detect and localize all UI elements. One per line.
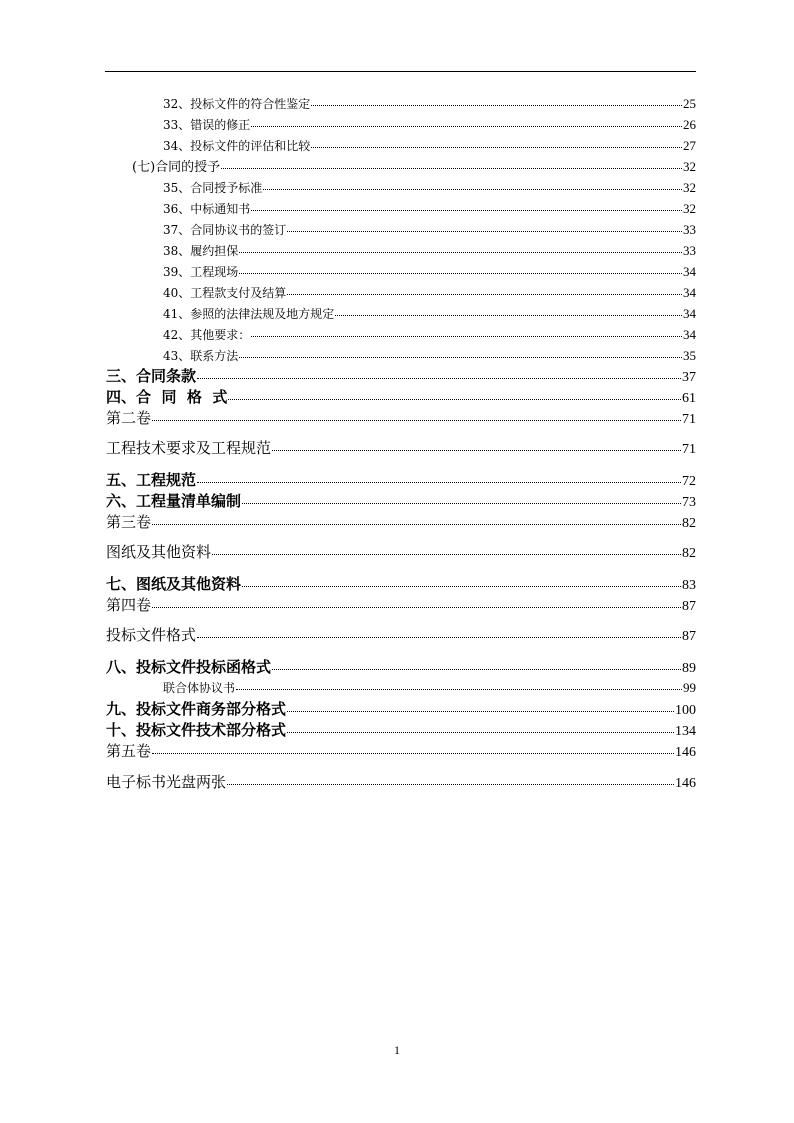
dot-leader (311, 147, 682, 148)
toc-entry-label: 第五卷 (106, 742, 152, 760)
toc-entry-36[interactable] (163, 202, 696, 215)
toc-entry-page: 146 (675, 776, 696, 791)
toc-entry-page: 73 (682, 495, 696, 510)
toc-entry-page: 37 (682, 370, 696, 385)
dot-leader (236, 689, 682, 690)
toc-entry-label: 35、合同授予标准 (163, 181, 263, 195)
toc-entry-page: 34 (683, 264, 696, 279)
dot-leader (152, 420, 681, 421)
toc-entry-page: 71 (682, 442, 696, 457)
toc-entry-page: 33 (683, 243, 696, 258)
toc-entry-label: 十、投标文件技术部分格式 (106, 721, 287, 739)
toc-entry-label: 43、联系方法 (163, 349, 239, 363)
toc-entry-label: 39、工程现场 (163, 265, 239, 279)
toc-entry-chapter-5[interactable] (106, 473, 696, 489)
page-number: 1 (394, 1043, 400, 1057)
dot-leader (152, 753, 674, 754)
dot-leader (242, 503, 681, 504)
toc-entry-volume-5[interactable] (106, 744, 696, 760)
dot-leader (272, 669, 681, 670)
dot-leader (227, 784, 674, 785)
toc-entry-label: 电子标书光盘两张 (106, 773, 227, 791)
toc-entry-page: 34 (683, 306, 696, 321)
toc-entry-label: 42、其他要求： (163, 328, 251, 342)
toc-entry-chapter-9[interactable] (106, 702, 696, 718)
dot-leader (251, 210, 682, 211)
toc-entry-42[interactable] (163, 328, 696, 341)
dot-leader (251, 126, 682, 127)
dot-leader (197, 637, 681, 638)
toc-entry-label: 33、错误的修正 (163, 118, 251, 132)
toc-entry-35[interactable] (163, 181, 696, 194)
toc-entry-page: 32 (683, 180, 696, 195)
toc-entry-37[interactable] (163, 223, 696, 236)
toc-entry-volume-5-title[interactable] (106, 775, 696, 791)
dot-leader (239, 252, 682, 253)
toc-entry-label: 32、投标文件的符合性鉴定 (163, 97, 311, 111)
dot-leader (263, 189, 682, 190)
toc-entry-label: 40、工程款支付及结算 (163, 286, 287, 300)
toc-entry-page: 71 (682, 412, 696, 427)
dot-leader (311, 105, 682, 106)
toc-entry-label: 34、投标文件的评估和比较 (163, 139, 311, 153)
toc-entry-page: 82 (682, 546, 696, 561)
dot-leader (152, 607, 681, 608)
dot-leader (197, 482, 681, 483)
toc-entry-label: 九、投标文件商务部分格式 (106, 700, 287, 718)
toc-entry-page: 26 (683, 117, 696, 132)
toc-entry-volume-4-title[interactable] (106, 628, 696, 644)
dot-leader (287, 711, 674, 712)
dot-leader (152, 524, 681, 525)
toc-entry-volume-3[interactable] (106, 515, 696, 531)
toc-entry-chapter-8[interactable] (106, 660, 696, 676)
toc-entry-chapter-3[interactable] (106, 369, 696, 385)
toc-entry-chapter-7[interactable] (106, 577, 696, 593)
dot-leader (287, 294, 682, 295)
toc-entry-label: 三、合同条款 (106, 367, 197, 385)
dot-leader (251, 336, 682, 337)
toc-entry-page: 83 (682, 578, 696, 593)
toc-entry-volume-3-title[interactable] (106, 545, 696, 561)
dot-leader (221, 168, 682, 169)
toc-entry-page: 34 (683, 327, 696, 342)
toc-entry-page: 61 (682, 391, 696, 406)
toc-entry-page: 33 (683, 222, 696, 237)
toc-entry-page: 32 (683, 201, 696, 216)
toc-entry-label: 图纸及其他资料 (106, 543, 212, 561)
dot-leader (228, 399, 681, 400)
toc-entry-page: 27 (683, 138, 696, 153)
dot-leader (197, 378, 681, 379)
toc-entry-page: 89 (682, 661, 696, 676)
toc-entry-page: 82 (682, 516, 696, 531)
dot-leader (335, 315, 682, 316)
toc-entry-label: 七、图纸及其他资料 (106, 575, 242, 593)
toc-entry-32[interactable] (163, 97, 696, 110)
toc-entry-label: 第四卷 (106, 596, 152, 614)
toc-entry-page: 134 (675, 724, 696, 739)
toc-entry-volume-2[interactable] (106, 411, 696, 427)
toc-entry-label: (七)合同的授予 (132, 160, 221, 175)
toc-entry-label: 38、履约担保 (163, 244, 239, 258)
toc-entry-43[interactable] (163, 349, 696, 362)
toc-entry-label: 37、合同协议书的签订 (163, 223, 287, 237)
toc-entry-34[interactable] (163, 139, 696, 152)
toc-entry-page: 34 (683, 285, 696, 300)
toc-entry-label: 工程技术要求及工程规范 (106, 439, 272, 457)
toc-entry-page: 72 (682, 474, 696, 489)
dot-leader (242, 586, 681, 587)
toc-entry-41[interactable] (163, 307, 696, 320)
dot-leader (272, 450, 681, 451)
toc-entry-label: 五、工程规范 (106, 471, 197, 489)
toc-entry-label: 第三卷 (106, 513, 152, 531)
toc-entry-page: 87 (682, 599, 696, 614)
toc-entry-label: 投标文件格式 (106, 626, 197, 644)
toc-entry-consortium-agreement[interactable] (163, 681, 696, 694)
toc-entry-label: 联合体协议书 (163, 681, 236, 695)
toc-entry-40[interactable] (163, 286, 696, 299)
dot-leader (212, 554, 681, 555)
dot-leader (239, 357, 682, 358)
toc-entry-33[interactable] (163, 118, 696, 131)
toc-entry-page: 35 (683, 348, 696, 363)
toc-entry-label: 41、参照的法律法规及地方规定 (163, 307, 335, 321)
toc-entry-label: 第二卷 (106, 409, 152, 427)
toc-entry-chapter-6[interactable] (106, 494, 696, 510)
toc-entry-section-7[interactable] (132, 160, 696, 174)
toc-entry-label: 四、合 同 格 式 (106, 388, 228, 406)
toc-entry-chapter-4[interactable] (106, 390, 696, 406)
dot-leader (287, 732, 674, 733)
toc-entry-page: 99 (683, 680, 696, 695)
dot-leader (287, 231, 682, 232)
toc-entry-chapter-10[interactable] (106, 723, 696, 739)
toc-entry-volume-4[interactable] (106, 598, 696, 614)
toc-entry-label: 八、投标文件投标函格式 (106, 658, 272, 676)
toc-entry-page: 32 (683, 159, 696, 174)
dot-leader (239, 273, 682, 274)
toc-entry-label: 六、工程量清单编制 (106, 492, 242, 510)
toc-entry-38[interactable] (163, 244, 696, 257)
toc-entry-page: 25 (683, 96, 696, 111)
toc-entry-page: 100 (675, 703, 696, 718)
toc-entry-label: 36、中标通知书 (163, 202, 251, 216)
toc-entry-volume-2-title[interactable] (106, 441, 696, 457)
toc-entry-page: 146 (675, 745, 696, 760)
toc-entry-page: 87 (682, 629, 696, 644)
toc-entry-39[interactable] (163, 265, 696, 278)
